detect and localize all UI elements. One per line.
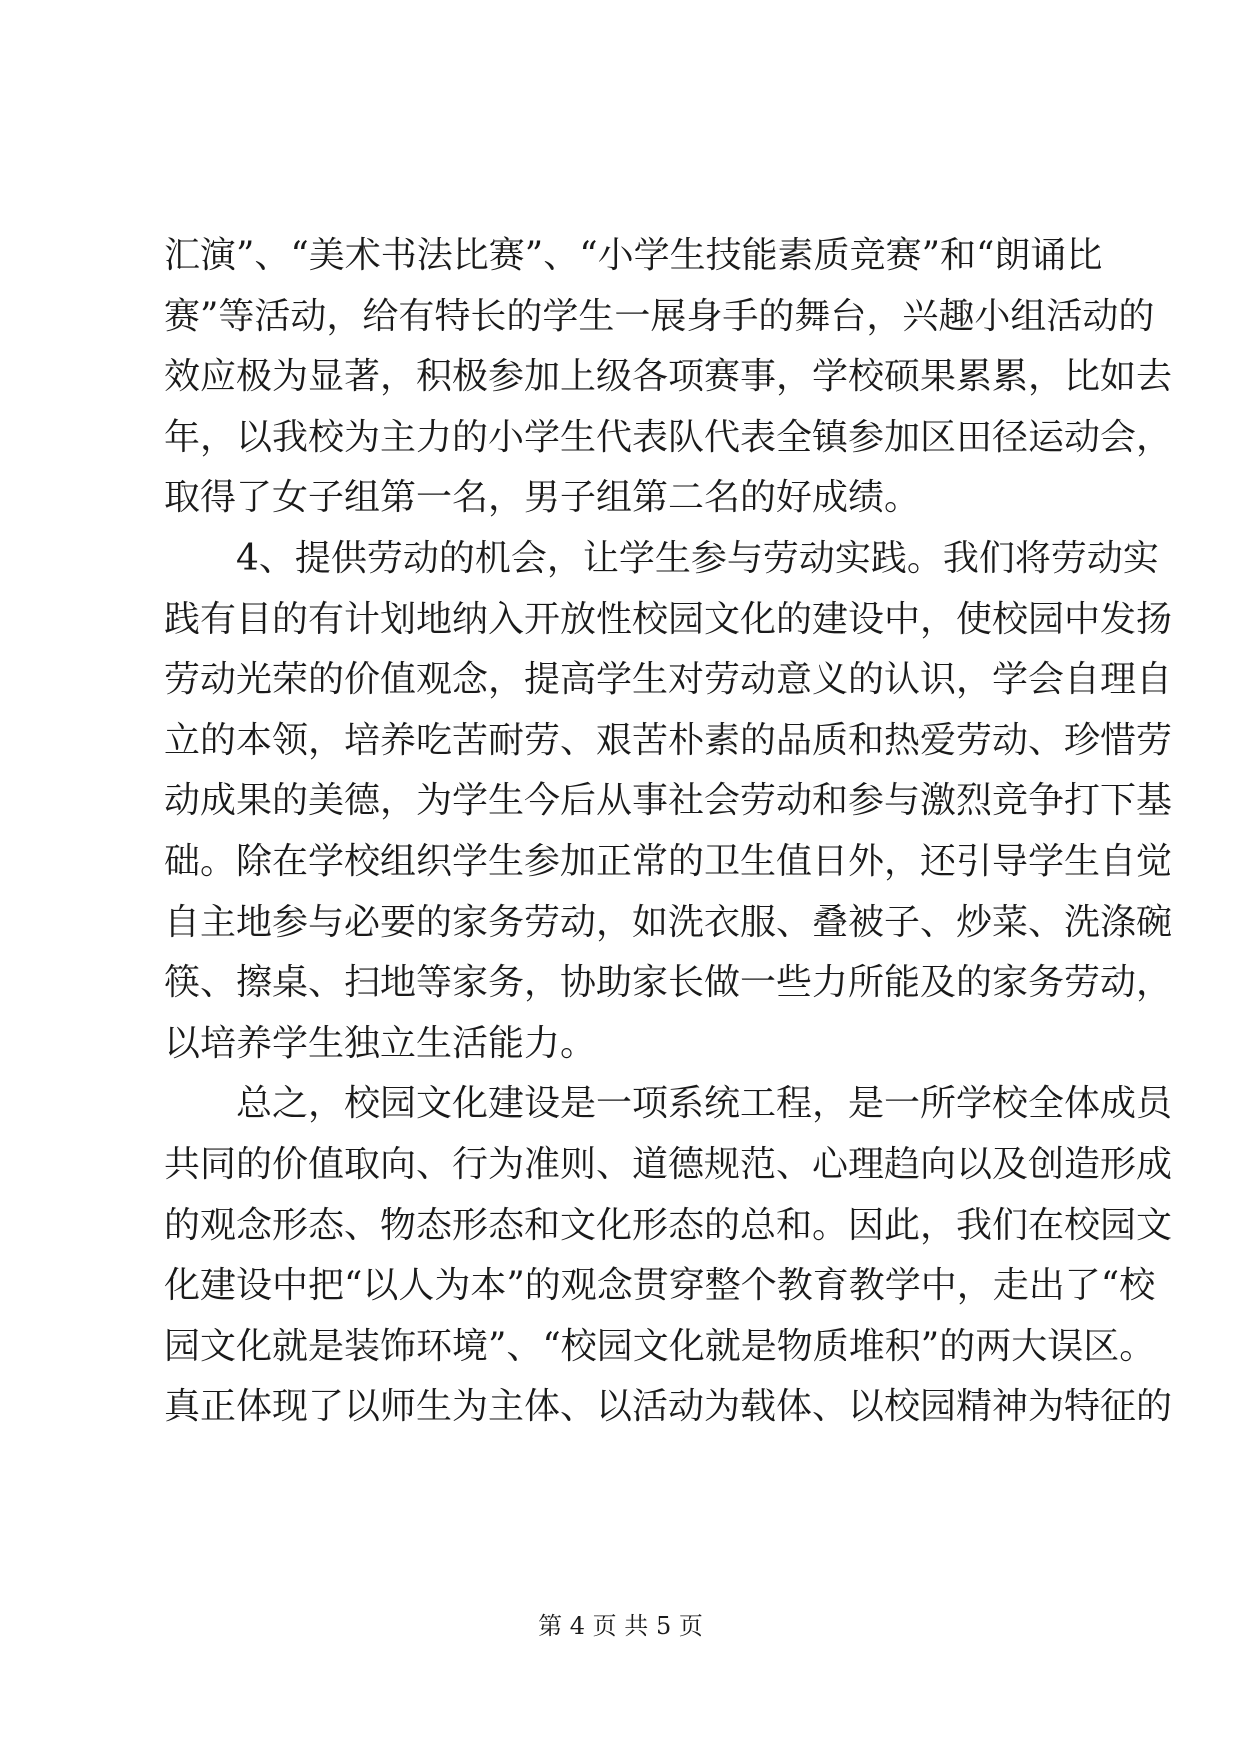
page-number-footer: 第 4 页 共 5 页 [538, 1612, 703, 1640]
text-line: 真正体现了以师生为主体、以活动为载体、以校园精神为特征的 [164, 1386, 1173, 1428]
text-line: 4、提供劳动的机会，让学生参与劳动实践。我们将劳动实 [236, 537, 1159, 579]
text-line: 汇演”、“美术书法比赛”、“小学生技能素质竞赛”和“朗诵比 [164, 235, 1103, 276]
text-line: 总之，校园文化建设是一项系统工程，是一所学校全体成员 [236, 1083, 1173, 1125]
text-line: 化建设中把“以人为本”的观念贯穿整个教育教学中，走出了“校 [164, 1265, 1156, 1307]
text-line: 动成果的美德，为学生今后从事社会劳动和参与激烈竞争打下基 [164, 780, 1173, 822]
text-line: 效应极为显著，积极参加上级各项赛事，学校硕果累累，比如去 [164, 356, 1173, 398]
text-line: 自主地参与必要的家务劳动，如洗衣服、叠被子、炒菜、洗涤碗 [164, 901, 1173, 943]
text-line: 园文化就是装饰环境”、“校园文化就是物质堆积”的两大误区。 [164, 1325, 1156, 1367]
text-line: 年，以我校为主力的小学生代表队代表全镇参加区田径运动会， [164, 416, 1173, 458]
text-line: 践有目的有计划地纳入开放性校园文化的建设中，使校园中发扬 [164, 598, 1173, 640]
text-line: 的观念形态、物态形态和文化形态的总和。因此，我们在校园文 [164, 1204, 1173, 1246]
text-line: 赛”等活动，给有特长的学生一展身手的舞台，兴趣小组活动的 [164, 295, 1155, 337]
text-line: 础。除在学校组织学生参加正常的卫生值日外，还引导学生自觉 [164, 840, 1173, 882]
text-line: 以培养学生独立生活能力。 [164, 1022, 597, 1064]
text-line: 劳动光荣的价值观念，提高学生对劳动意义的认识，学会自理自 [164, 659, 1173, 701]
text-line: 筷、擦桌、扫地等家务，协助家长做一些力所能及的家务劳动， [164, 962, 1173, 1004]
document-body [164, 226, 1173, 1438]
text-line: 立的本领，培养吃苦耐劳、艰苦朴素的品质和热爱劳动、珍惜劳 [164, 719, 1173, 761]
text-line: 取得了女子组第一名，男子组第二名的好成绩。 [164, 477, 921, 519]
text-line: 共同的价值取向、行为准则、道德规范、心理趋向以及创造形成 [164, 1143, 1173, 1185]
